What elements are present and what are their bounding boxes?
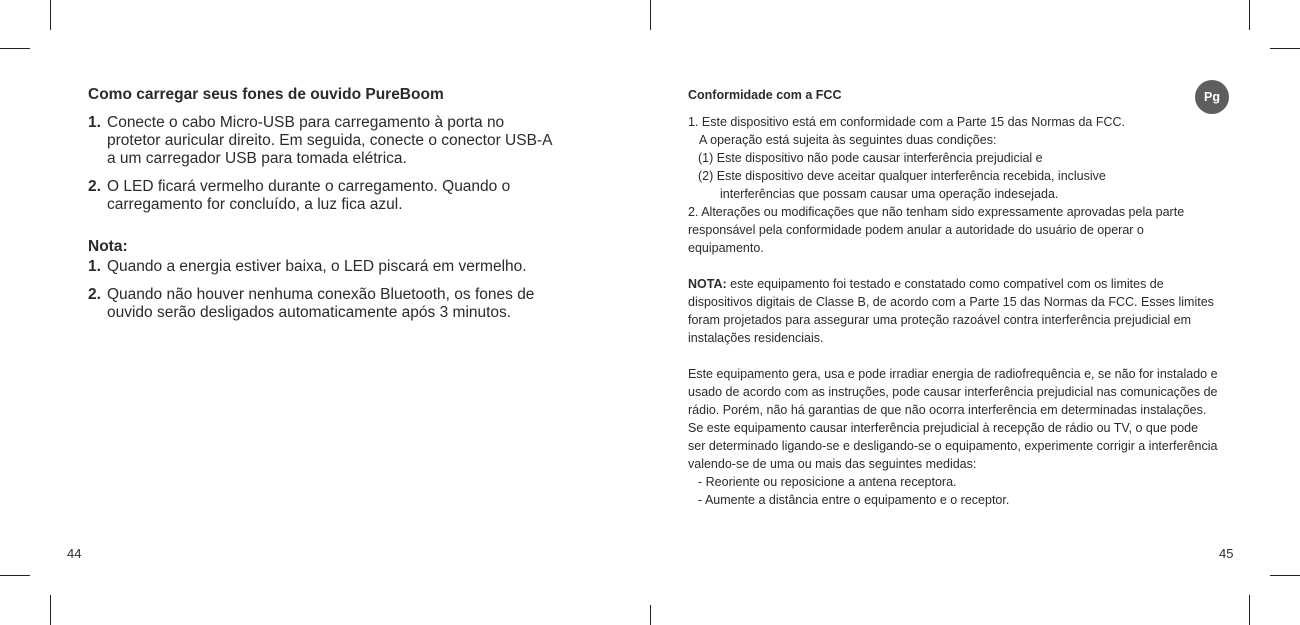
fcc-line: A operação está sujeita às seguintes duas condições: [699, 133, 997, 147]
crop-mark [1270, 575, 1300, 576]
step-text: Conecte o cabo Micro-USB para carregamento à porta no protetor auricular direito. Em seguida, conecte o conector USB-A a um carregador USB para tomada elétrica. [107, 114, 552, 167]
pg-badge: Pg [1195, 80, 1229, 114]
crop-mark [1249, 595, 1250, 625]
fcc-line: (2) Este dispositivo deve aceitar qualquer interferência recebida, inclusive [698, 169, 1106, 183]
crop-mark [1249, 0, 1250, 30]
fcc-note [688, 275, 1218, 347]
charging-step [88, 114, 558, 168]
crop-mark [50, 595, 51, 625]
step-number: 1. [88, 114, 101, 131]
fcc-line: (1) Este dispositivo não pode causar interferência prejudicial e [698, 151, 1043, 165]
crop-mark [0, 575, 30, 576]
crop-mark [0, 48, 30, 49]
fcc-line: interferências que possam causar uma operação indesejada. [720, 187, 1059, 201]
fcc-measure: - Reoriente ou reposicione a antena receptora. [698, 475, 957, 489]
note-number: 2. [88, 286, 101, 303]
step-number: 2. [88, 178, 101, 195]
page-number-right: 45 [1219, 546, 1234, 561]
charging-step [88, 178, 558, 214]
crop-mark [1270, 48, 1300, 49]
fcc-note-text: este equipamento foi testado e constatado como compatível com os limites de dispositivos digitais de Classe B, de acordo com a Parte 15 das Normas da FCC. Esses limites foram projetados para assegurar uma proteção razoável contra interferência prejudicial em instalações residenciais. [688, 277, 1214, 345]
page-number-left: 44 [67, 546, 82, 561]
crop-mark [650, 0, 651, 30]
fcc-note-label: NOTA: [688, 277, 727, 291]
note-number: 1. [88, 258, 101, 275]
note-text: Quando não houver nenhuma conexão Bluetooth, os fones de ouvido serão desligados automaticamente após 3 minutos. [107, 286, 535, 321]
step-text: O LED ficará vermelho durante o carregamento. Quando o carregamento for concluído, a luz fica azul. [107, 178, 511, 213]
fcc-title: Conformidade com a FCC [688, 88, 842, 102]
fcc-paragraph-2: 2. Alterações ou modificações que não tenham sido expressamente aprovadas pela parte responsável pela conformidade podem anular a autoridade do usuário de operar o equipamento. [688, 205, 1185, 255]
fcc-equipment-paragraph: Este equipamento gera, usa e pode irradiar energia de radiofrequência e, se não for instalado e usado de acordo com as instruções, pode causar interferência prejudicial nas comunicações de rádio. Porém, não há garantias de que não ocorra interferência em determinadas instalações. Se este equipamento causar interferência prejudicial à recepção de rádio ou TV, o que pode ser determinado ligando-se e desligando-se o equipamento, experimente corrigir a interferência valendo-se de uma ou mais das seguintes medidas: [688, 367, 1218, 471]
note-item [88, 286, 558, 322]
crop-mark [650, 605, 651, 625]
fcc-measure: - Aumente a distância entre o equipamento e o receptor. [698, 493, 1010, 507]
right-page [688, 86, 1218, 509]
left-page [88, 86, 558, 332]
note-label: Nota: [88, 238, 128, 255]
crop-mark [50, 0, 51, 30]
note-item [88, 258, 558, 276]
note-text: Quando a energia estiver baixa, o LED piscará em vermelho. [107, 258, 527, 275]
charging-title: Como carregar seus fones de ouvido PureBoom [88, 86, 444, 103]
fcc-line: 1. Este dispositivo está em conformidade com a Parte 15 das Normas da FCC. [688, 115, 1125, 129]
